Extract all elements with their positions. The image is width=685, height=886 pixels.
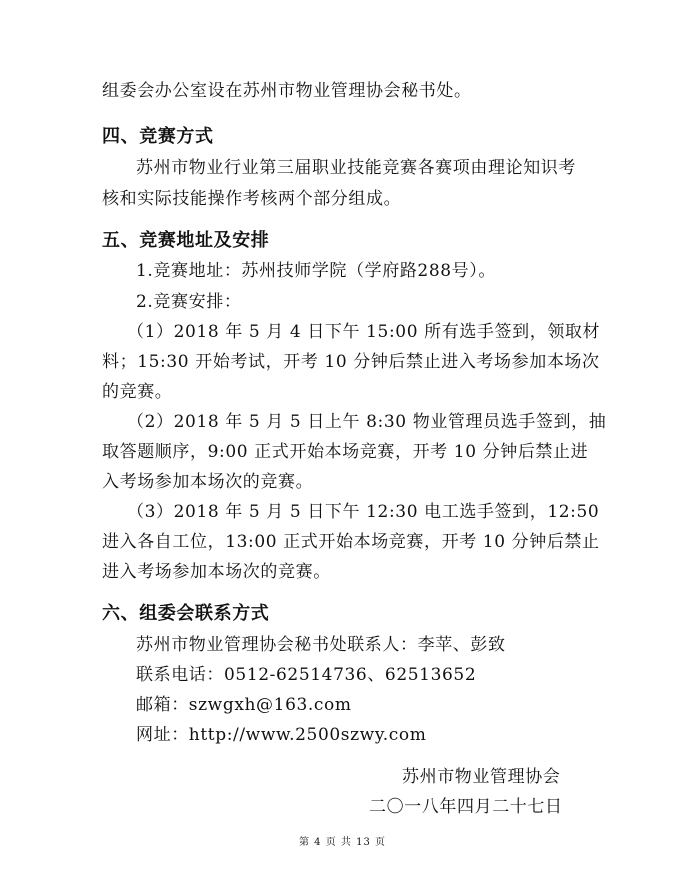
- section-5-item-2: 2.竞赛安排：: [136, 292, 242, 312]
- schedule-2-line-1: （2）2018 年 5 月 5 日上午 8:30 物业管理员选手签到，抽: [127, 412, 607, 432]
- contact-website: 网址：http://www.2500szwy.com: [136, 725, 427, 745]
- contact-email: 邮箱：szwgxh@163.com: [136, 695, 352, 715]
- signature-organization: 苏州市物业管理协会: [402, 767, 561, 787]
- signature-date: 二〇一八年四月二十七日: [369, 797, 563, 817]
- section-4-line-2: 核和实际技能操作考核两个部分组成。: [102, 189, 402, 209]
- section-5-heading: 五、竞赛地址及安排: [102, 230, 270, 251]
- schedule-1-line-1: （1）2018 年 5 月 4 日下午 15:00 所有选手签到，领取材: [127, 322, 601, 342]
- schedule-3-line-3: 进入考场参加本场次的竞赛。: [102, 562, 331, 582]
- section-6-heading: 六、组委会联系方式: [102, 603, 270, 624]
- schedule-1-line-2: 料；15:30 开始考试，开考 10 分钟后禁止进入考场参加本场次: [102, 352, 600, 372]
- schedule-2-line-3: 入考场参加本场次的竞赛。: [102, 472, 314, 492]
- schedule-3-line-2: 进入各自工位，13:00 正式开始本场竞赛，开考 10 分钟后禁止: [102, 532, 600, 552]
- paragraph-office-location: 组委会办公室设在苏州市物业管理协会秘书处。: [102, 81, 472, 101]
- schedule-3-line-1: （3）2018 年 5 月 5 日下午 12:30 电工选手签到，12:50: [127, 502, 600, 522]
- page-number-footer: 第 4 页 共 13 页: [299, 837, 386, 848]
- section-4-heading: 四、竞赛方式: [102, 126, 214, 147]
- schedule-2-line-2: 取答题顺序，9:00 正式开始本场竞赛，开考 10 分钟后禁止进: [102, 442, 589, 462]
- contact-phone: 联系电话：0512-62514736、62513652: [136, 665, 477, 685]
- section-4-line-1: 苏州市物业行业第三届职业技能竞赛各赛项由理论知识考: [136, 158, 576, 178]
- contact-person: 苏州市物业管理协会秘书处联系人：李苹、彭致: [136, 635, 506, 655]
- section-5-item-1: 1.竞赛地址：苏州技师学院（学府路288号）。: [136, 261, 496, 281]
- schedule-1-line-3: 的竞赛。: [102, 382, 173, 402]
